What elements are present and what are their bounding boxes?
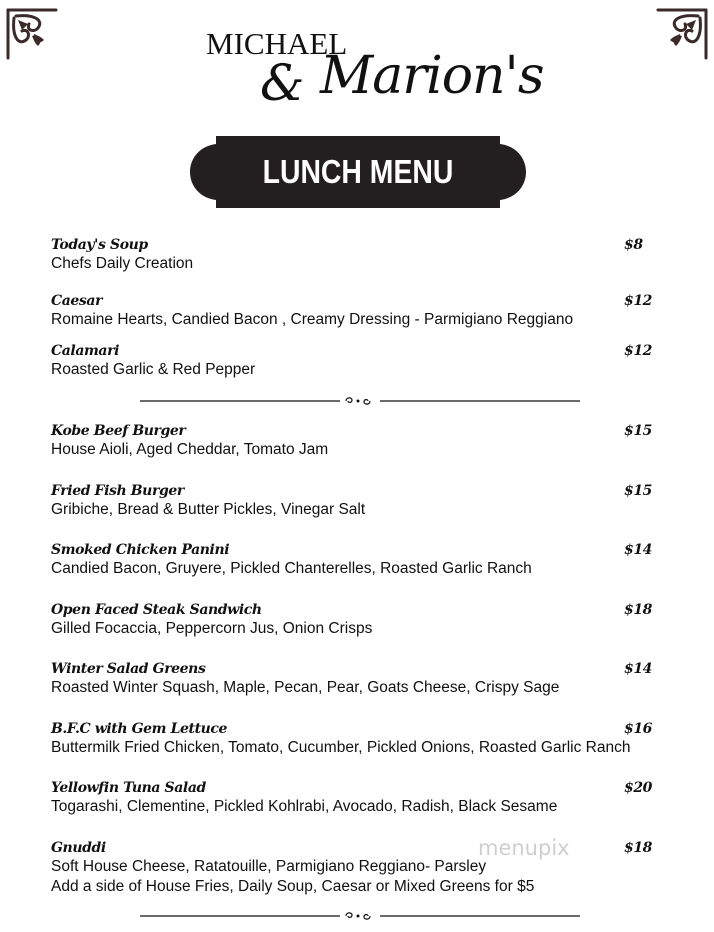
item-description: Candied Bacon, Gruyere, Pickled Chanterelles, Roasted Garlic Ranch bbox=[51, 560, 532, 577]
menu-item bbox=[51, 236, 663, 274]
menu-item bbox=[51, 342, 663, 380]
item-price: $14 bbox=[624, 542, 653, 558]
item-name: Kobe Beef Burger bbox=[51, 423, 186, 439]
menu-item bbox=[51, 839, 663, 897]
item-price: $12 bbox=[624, 343, 653, 359]
menu-item bbox=[51, 660, 663, 698]
item-price: $20 bbox=[624, 780, 653, 796]
menu-item bbox=[51, 779, 663, 817]
item-description: Togarashi, Clementine, Pickled Kohlrabi, Avocado, Radish, Black Sesame bbox=[51, 798, 558, 815]
menu-item bbox=[51, 482, 663, 520]
item-name: Calamari bbox=[51, 343, 119, 359]
item-name: Open Faced Steak Sandwich bbox=[51, 602, 262, 618]
item-price: $8 bbox=[624, 237, 643, 253]
item-price: $12 bbox=[624, 293, 653, 309]
item-name: Fried Fish Burger bbox=[51, 483, 184, 499]
item-price: $15 bbox=[624, 483, 653, 499]
item-name: Yellowfin Tuna Salad bbox=[51, 780, 206, 796]
item-description: Gilled Focaccia, Peppercorn Jus, Onion Crisps bbox=[51, 620, 373, 637]
item-description: Soft House Cheese, Ratatouille, Parmigiano Reggiano- Parsley bbox=[51, 858, 487, 875]
item-description: House Aioli, Aged Cheddar, Tomato Jam bbox=[51, 441, 329, 458]
item-price: $18 bbox=[624, 602, 653, 618]
corner-ornament-icon bbox=[654, 6, 710, 62]
watermark: menupix bbox=[478, 836, 570, 860]
item-name: Caesar bbox=[51, 293, 103, 309]
item-side-note: Add a side of House Fries, Daily Soup, Caesar or Mixed Greens for $5 bbox=[51, 878, 535, 895]
menu-item bbox=[51, 541, 663, 579]
menu-item bbox=[51, 422, 663, 460]
item-price: $14 bbox=[624, 661, 653, 677]
section-divider-icon bbox=[140, 909, 580, 921]
menu-item bbox=[51, 720, 663, 758]
item-description: Romaine Hearts, Candied Bacon , Creamy Dressing - Parmigiano Reggiano bbox=[51, 311, 574, 328]
item-name: Winter Salad Greens bbox=[51, 661, 206, 677]
item-description: Roasted Winter Squash, Maple, Pecan, Pear, Goats Cheese, Crispy Sage bbox=[51, 679, 560, 696]
item-price: $18 bbox=[624, 840, 653, 856]
lunch-menu-banner bbox=[190, 136, 526, 208]
page-title: LUNCH MENU bbox=[262, 153, 454, 190]
item-price: $16 bbox=[624, 721, 653, 737]
item-name: Today's Soup bbox=[51, 237, 148, 253]
corner-ornament-icon bbox=[4, 6, 60, 62]
restaurant-logo bbox=[200, 20, 544, 120]
item-name: Smoked Chicken Panini bbox=[51, 542, 230, 558]
logo-ampersand: & bbox=[260, 54, 305, 112]
item-description: Roasted Garlic & Red Pepper bbox=[51, 361, 256, 378]
section-divider-icon bbox=[140, 394, 580, 406]
logo-marions: Marion's bbox=[320, 46, 544, 106]
item-description: Buttermilk Fried Chicken, Tomato, Cucumber, Pickled Onions, Roasted Garlic Ranch bbox=[51, 739, 631, 756]
item-description: Chefs Daily Creation bbox=[51, 255, 194, 272]
item-name: B.F.C with Gem Lettuce bbox=[51, 721, 228, 737]
logo-michael: MICHAEL bbox=[206, 26, 348, 61]
menu-item bbox=[51, 601, 663, 639]
menu-item bbox=[51, 292, 663, 330]
item-price: $15 bbox=[624, 423, 653, 439]
item-description: Gribiche, Bread & Butter Pickles, Vinegar Salt bbox=[51, 501, 366, 518]
item-name: Gnuddi bbox=[51, 840, 106, 856]
